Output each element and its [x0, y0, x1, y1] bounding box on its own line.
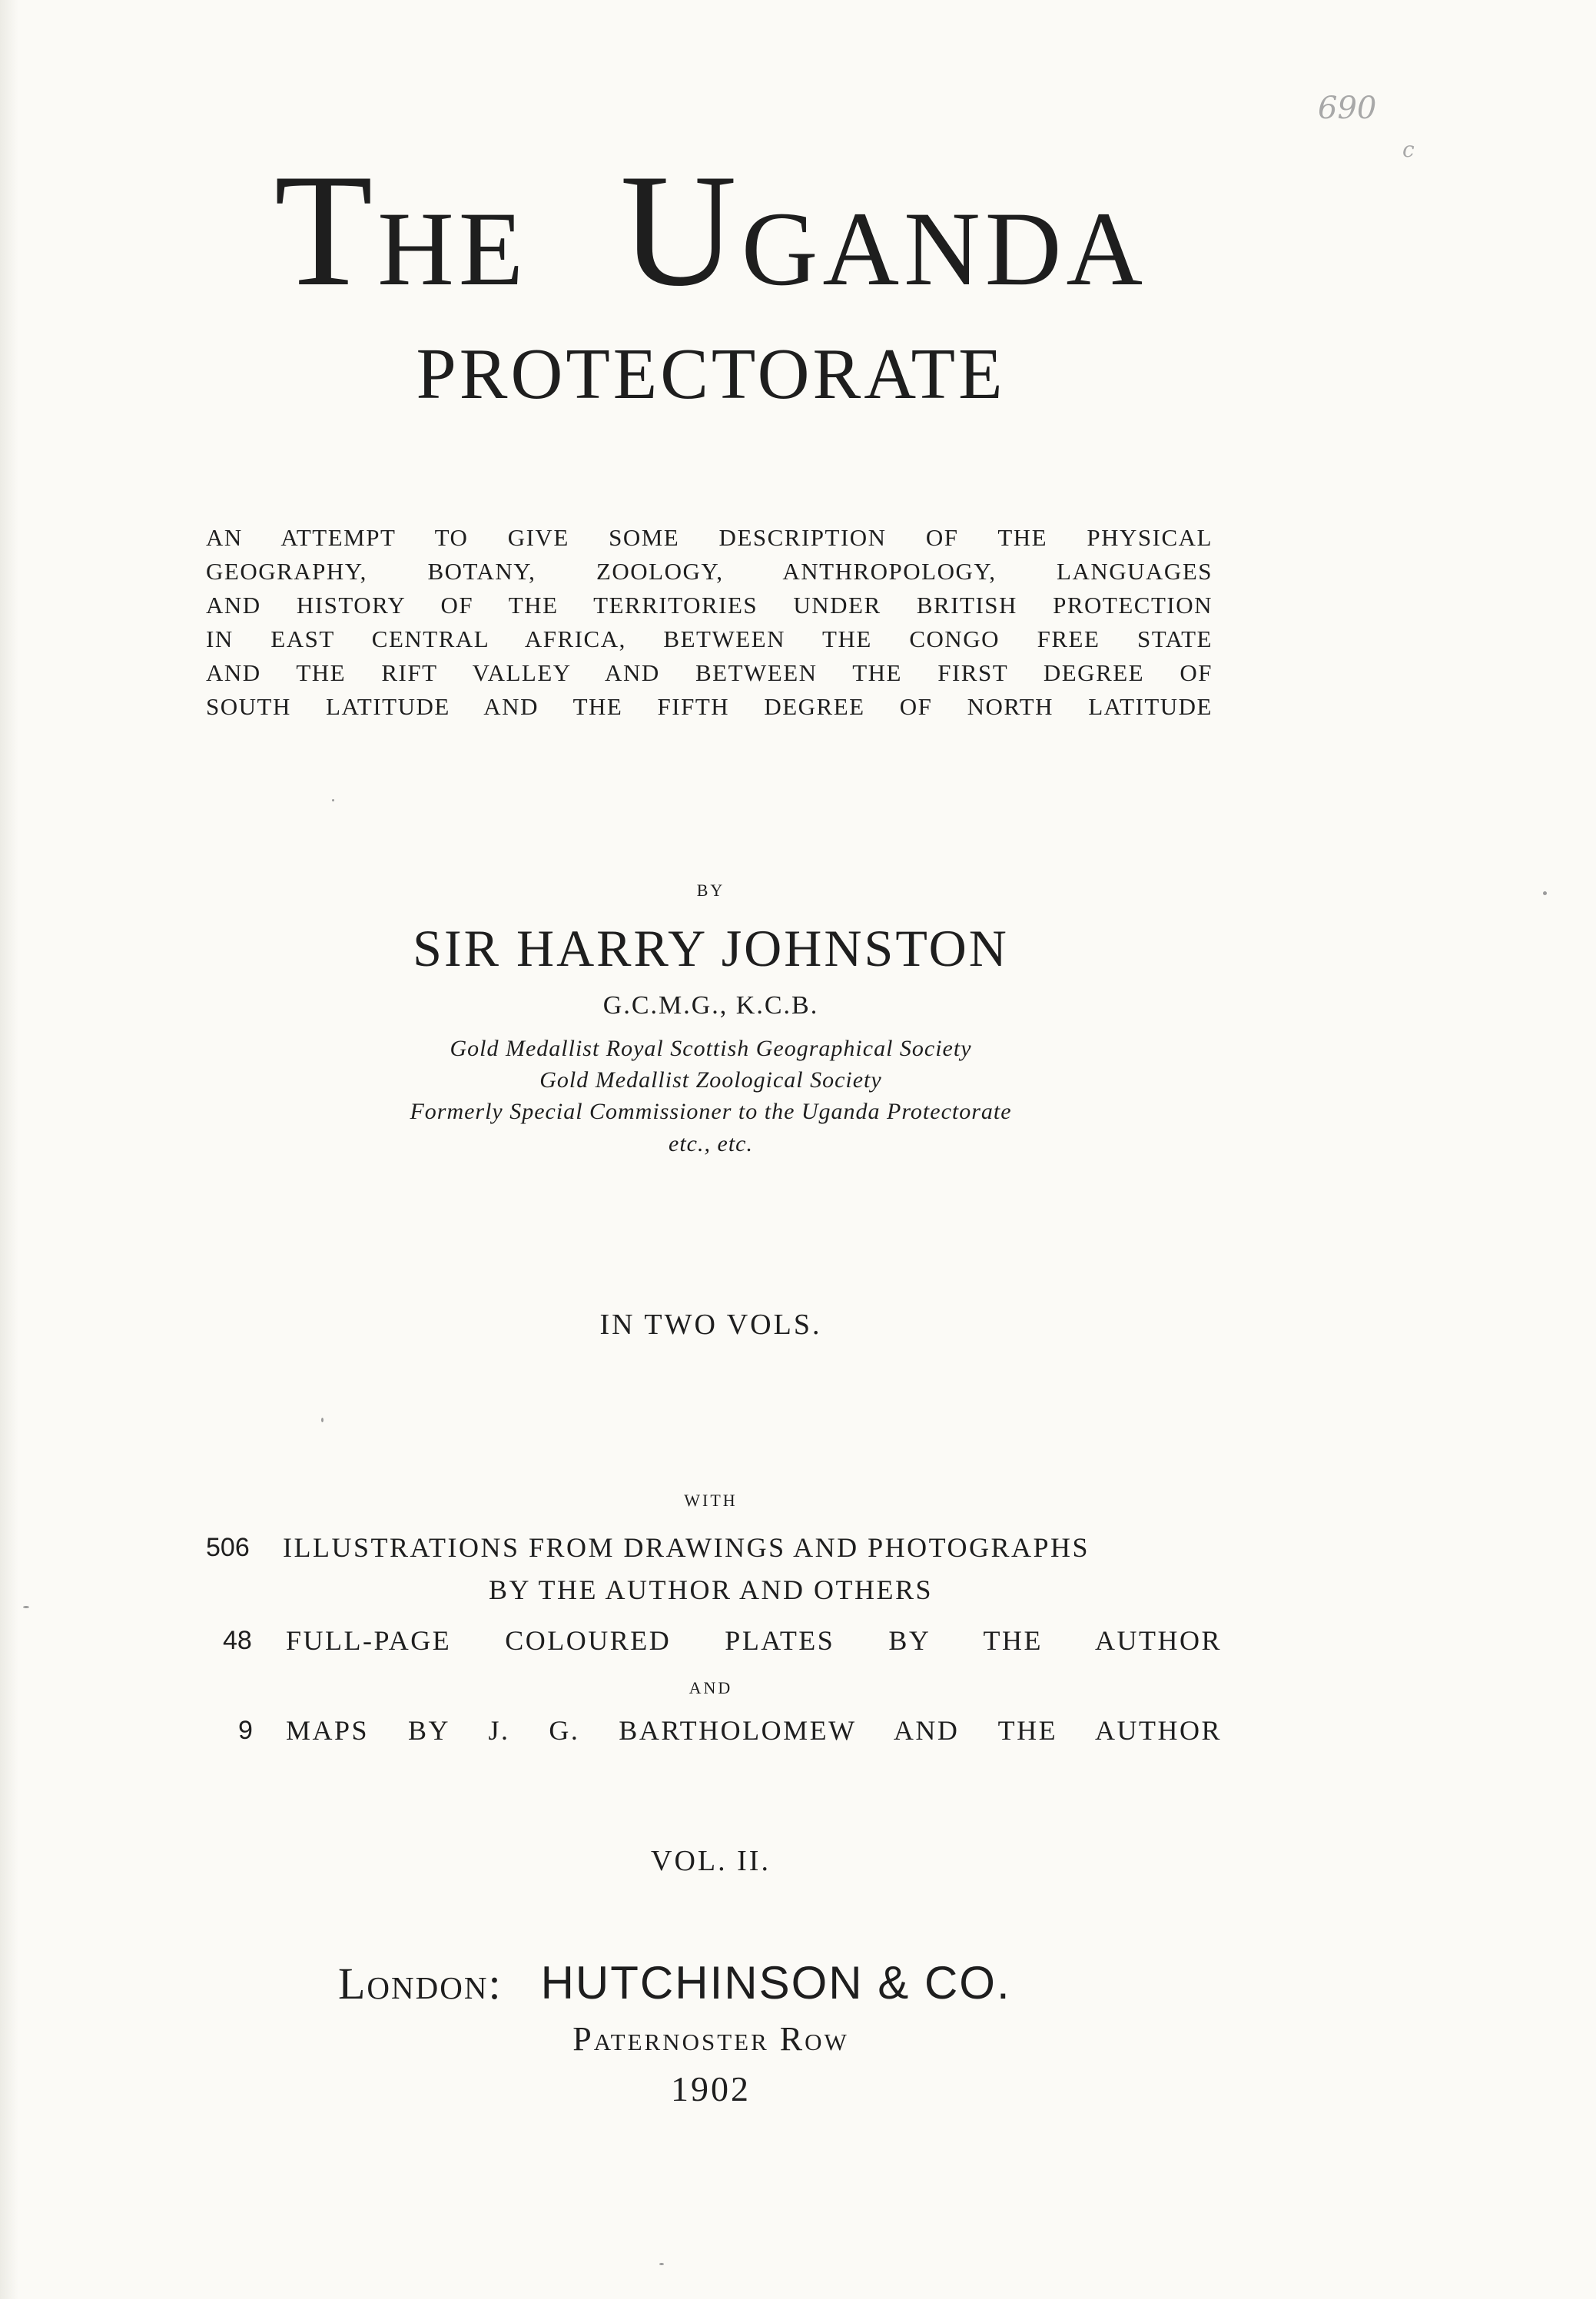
imprint-publisher: HUTCHINSON & CO.	[540, 1957, 1011, 2009]
imprint-place: London:	[338, 1959, 503, 2009]
author-credential: Formerly Special Commissioner to the Uganda Protectorate	[410, 1099, 1012, 1124]
paper-speck	[332, 799, 334, 801]
author-credential: Gold Medallist Royal Scottish Geographical Society	[450, 1036, 972, 1061]
description-line: GEOGRAPHY, BOTANY, ZOOLOGY, ANTHROPOLOGY, LANGUAGES	[206, 558, 1213, 585]
volume-number: VOL. II.	[651, 1845, 771, 1877]
description-line: AN ATTEMPT TO GIVE SOME DESCRIPTION OF THE PHYSICAL	[206, 524, 1213, 551]
illustrations-text: ILLUSTRATIONS FROM DRAWINGS AND PHOTOGRAPHS	[283, 1532, 1090, 1563]
imprint-year: 1902	[671, 2069, 751, 2108]
title-word-the-rest: HE	[377, 190, 529, 307]
illustrations-count: 506	[206, 1533, 250, 1562]
maps-text: MAPS BY J. G. BARTHOLOMEW AND THE AUTHOR	[286, 1715, 1222, 1746]
description-line: AND HISTORY OF THE TERRITORIES UNDER BRITISH PROTECTION	[206, 592, 1213, 619]
author-credential: Gold Medallist Zoological Society	[539, 1067, 882, 1093]
description-line: AND THE RIFT VALLEY AND BETWEEN THE FIRST DEGREE OF	[206, 659, 1213, 686]
title-word-uganda-rest: GANDA	[741, 190, 1148, 307]
description-block	[206, 521, 1213, 724]
by-label: BY	[696, 881, 725, 900]
illustrations-text-continued: BY THE AUTHOR AND OTHERS	[488, 1574, 934, 1605]
imprint-street: Paternoster Row	[572, 2020, 849, 2058]
description-line: IN EAST CENTRAL AFRICA, BETWEEN THE CONGO FREE STATE	[206, 625, 1213, 652]
volumes-note: IN TWO VOLS.	[599, 1309, 822, 1341]
plates-text: FULL-PAGE COLOURED PLATES BY THE AUTHOR	[286, 1625, 1222, 1656]
book-title	[0, 141, 1422, 320]
paper-speck	[659, 2263, 664, 2265]
author-name: SIR HARRY JOHNSTON	[413, 919, 1009, 977]
imprint	[338, 1956, 1011, 2009]
maps-count: 9	[238, 1716, 253, 1745]
title-initial-u: U	[620, 141, 742, 320]
and-label: AND	[689, 1678, 733, 1697]
paper-speck	[1543, 891, 1547, 895]
author-credential-etc: etc., etc.	[669, 1131, 753, 1156]
plates-count: 48	[223, 1626, 252, 1655]
paper-speck	[23, 1606, 29, 1608]
handwritten-shelf-mark: 690	[1318, 91, 1377, 126]
author-honours: G.C.M.G., K.C.B.	[602, 991, 819, 1020]
book-subtitle: PROTECTORATE	[416, 334, 1006, 414]
paper-speck	[321, 1418, 324, 1422]
handwritten-shelf-mark-sub: c	[1402, 137, 1415, 162]
title-initial-t: T	[274, 141, 378, 320]
with-label: WITH	[684, 1491, 738, 1510]
description-line: SOUTH LATITUDE AND THE FIFTH DEGREE OF NORTH LATITUDE	[206, 693, 1213, 720]
